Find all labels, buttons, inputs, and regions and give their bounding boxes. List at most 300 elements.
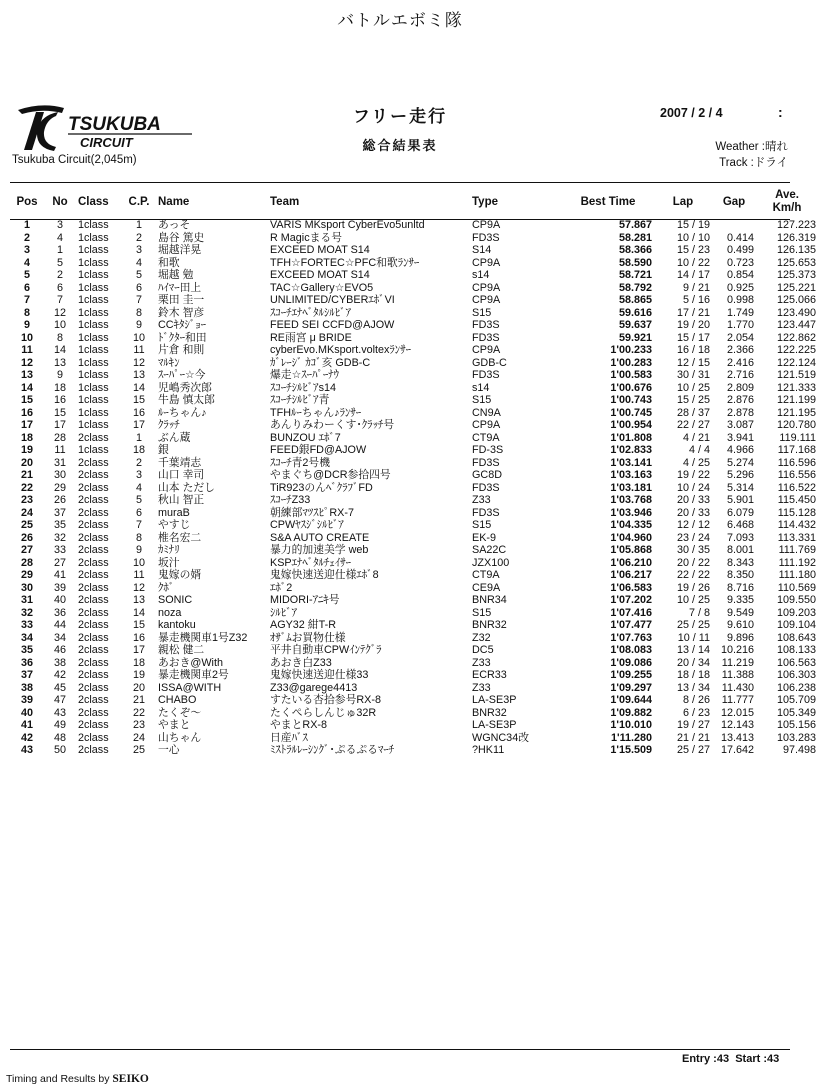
pos-cell: 32 [20,606,33,619]
footer-rule [10,1049,790,1050]
class-position-cell: 11 [133,569,145,581]
table-row [10,457,818,470]
class-cell: 1class [78,281,109,294]
team-cell: たくぺらしんじゅ32R [270,706,377,719]
class-position-cell: 15 [132,394,145,406]
car-number-cell: 37 [53,506,66,519]
table-row [10,444,818,457]
ave-speed-cell: 123.447 [776,319,816,331]
team-cell: FEED SEI CCFD@AJOW [270,319,395,331]
car-type-cell: CP9A [472,419,501,431]
car-type-cell: S15 [472,606,492,619]
car-type-cell: BNR32 [472,619,507,631]
team-cell: TFHﾙｰちゃん♪ﾗﾝｻｰ [270,406,362,419]
car-number-cell: 13 [53,356,66,369]
class-position-cell: 9 [135,544,142,556]
car-type-cell: Z33 [472,494,491,506]
class-cell: 2class [78,581,109,594]
lap-cell: 8 / 26 [682,694,710,706]
car-type-cell: FD3S [472,456,500,469]
best-time-cell: 1'00.676 [610,381,652,394]
lap-cell: 22 / 27 [676,419,710,431]
best-time-cell: 58.721 [618,269,652,281]
class-cell: 2class [78,619,109,631]
header-lap: Lap [672,195,694,208]
driver-name-cell: ぶん蔵 [158,431,191,444]
class-position-cell: 24 [132,731,145,744]
gap-cell: 7.093 [726,531,754,544]
pos-cell: 38 [20,681,33,694]
best-time-cell: 58.590 [618,256,652,269]
team-cell: MIDORI-ｱﾆｷ号 [270,594,340,606]
header-type: Type [472,195,498,208]
class-position-cell: 1 [135,219,142,231]
team-cell: UNLIMITED/CYBERｴﾎﾞVI [270,294,395,306]
gap-cell: 8.001 [726,544,754,556]
pos-cell: 5 [23,269,30,281]
best-time-cell: 1'06.217 [610,569,652,581]
best-time-cell: 1'03.141 [610,456,652,469]
pos-cell: 6 [23,281,30,294]
pos-cell: 24 [20,506,33,519]
car-type-cell: LA-SE3P [472,719,517,731]
driver-name-cell: CCｷﾀｼﾞｮｰ [158,319,206,331]
driver-name-cell: 坂汁 [158,556,180,569]
pos-cell: 20 [20,456,33,469]
header-class: Class [78,195,109,208]
table-row [10,307,818,320]
lap-cell: 10 / 25 [676,594,710,606]
gap-cell [712,219,756,232]
driver-name-cell: 山本 ただし [158,481,215,494]
ave-speed-cell: 106.303 [776,669,816,681]
best-time-cell: 58.366 [618,244,652,256]
ave-speed-cell: 121.195 [776,406,816,419]
car-type-cell: Z33 [472,656,491,669]
table-row [10,219,818,232]
team-cell: ｽｺｰﾁｼﾙﾋﾞｱs14 [270,381,336,394]
team-cell: TAC☆Gallery☆EVO5 [270,281,374,294]
results-table [10,185,818,757]
table-row [10,332,818,345]
ave-speed-cell: 125.066 [776,294,816,306]
best-time-cell: 57.867 [618,219,652,231]
car-number-cell: 16 [53,394,66,406]
ave-speed-cell: 106.238 [776,681,816,694]
class-cell: 2class [78,531,109,544]
class-cell: 2class [78,431,109,444]
class-position-cell: 5 [135,494,142,506]
class-position-cell: 23 [132,719,145,731]
document-title: バトルエボミ隊 [337,11,463,30]
timing-credit-text: Timing and Results by [6,1073,113,1085]
pos-cell: 34 [20,631,33,644]
best-time-cell: 1'00.743 [610,394,652,406]
table-row [10,732,818,745]
car-number-cell: 8 [56,331,63,344]
car-number-cell: 44 [53,619,66,631]
class-position-cell: 25 [132,744,145,756]
team-cell: KSPｴﾅﾍﾞﾀﾙﾁｪｲｻｰ [270,556,351,569]
driver-name-cell: 島谷 篤史 [158,231,205,244]
lap-cell: 20 / 33 [676,506,710,519]
car-number-cell: 5 [56,256,63,269]
results-header-row [10,185,818,219]
gap-cell: 4.966 [726,444,754,456]
gap-cell: 2.876 [726,394,754,406]
class-position-cell: 16 [132,631,145,644]
team-cell: TFH☆FORTEC☆PFC和歌ﾗﾝｻｰ [270,256,420,269]
gap-cell: 9.896 [726,631,754,644]
driver-name-cell: 銀 [158,444,169,456]
class-position-cell: 17 [132,644,145,656]
driver-name-cell: あっそ [158,219,191,231]
class-cell: 2class [78,681,109,694]
class-position-cell: 3 [135,244,142,256]
lap-cell: 10 / 10 [676,231,710,244]
table-row [10,257,818,270]
driver-name-cell: 鈴木 智彦 [158,306,205,319]
best-time-cell: 59.921 [618,331,652,344]
gap-cell: 0.998 [726,294,754,306]
ave-speed-cell: 126.135 [776,244,816,256]
team-cell: R Magicまる号 [270,231,342,244]
table-row [10,669,818,682]
class-cell: 2class [78,656,109,669]
gap-cell: 1.770 [726,319,754,331]
gap-cell: 2.416 [726,356,754,369]
lap-cell: 17 / 21 [676,306,710,319]
best-time-cell: 59.616 [618,306,652,319]
car-type-cell: CT9A [472,431,500,444]
lap-cell: 20 / 22 [676,556,710,569]
driver-name-cell: 暴走機関車1号Z32 [158,631,248,644]
class-cell: 2class [78,719,109,731]
pos-cell: 28 [20,556,33,569]
pos-cell: 12 [20,356,33,369]
ave-speed-cell: 122.124 [776,356,816,369]
car-type-cell: FD3S [472,331,500,344]
best-time-cell: 1'09.255 [610,669,652,681]
driver-name-cell: ｶﾐﾅﾘ [158,544,180,556]
car-type-cell: FD-3S [472,444,504,456]
car-type-cell: FD3S [472,369,500,381]
class-position-cell: 8 [135,531,142,544]
class-cell: 1class [78,356,109,369]
ave-speed-cell: 108.133 [776,644,816,656]
car-type-cell: CT9A [472,569,500,581]
car-number-cell: 10 [53,319,66,331]
team-cell: ｽｺｰﾁZ33 [270,494,311,506]
class-cell: 2class [78,644,109,656]
pos-cell: 8 [23,306,30,319]
ave-speed-cell: 105.156 [776,719,816,731]
pos-cell: 43 [20,744,33,756]
lap-cell: 4 / 25 [682,456,710,469]
team-cell: EXCEED MOAT S14 [270,269,370,281]
lap-cell: 19 / 20 [676,319,710,331]
lap-cell: 15 / 25 [676,394,710,406]
car-type-cell: CP9A [472,219,501,231]
car-type-cell: SA22C [472,544,507,556]
pos-cell: 11 [21,344,33,356]
best-time-cell: 1'06.583 [610,581,652,594]
car-number-cell: 11 [54,444,66,456]
car-type-cell: GDB-C [472,356,507,369]
pos-cell: 29 [20,569,33,581]
team-cell: AGY32 紺T-R [270,619,336,631]
pos-cell: 3 [23,244,30,256]
car-number-cell: 17 [53,419,66,431]
best-time-cell: 1'00.954 [610,419,652,431]
class-cell: 1class [78,344,109,356]
pos-cell: 2 [23,231,30,244]
header-team: Team [270,195,300,208]
class-cell: 1class [78,444,109,456]
class-cell: 1class [78,319,109,331]
ave-speed-cell: 108.643 [776,631,816,644]
class-position-cell: 15 [132,619,145,631]
car-number-cell: 33 [53,544,66,556]
pos-cell: 23 [20,494,33,506]
ave-speed-cell: 122.862 [776,331,816,344]
ave-speed-cell: 125.221 [776,281,816,294]
car-number-cell: 43 [53,706,66,719]
team-cell: あんりみわーくす･ｸﾗｯﾁ号 [270,419,395,431]
car-type-cell: s14 [472,269,490,281]
gap-cell: 11.388 [721,669,754,681]
class-cell: 2class [78,494,109,506]
car-type-cell: S15 [472,394,492,406]
pos-cell: 37 [20,669,33,681]
ave-speed-cell: 120.780 [776,419,816,431]
class-position-cell: 12 [132,581,145,594]
best-time-cell: 58.281 [618,231,652,244]
car-type-cell: BNR34 [472,594,507,606]
lap-cell: 9 / 21 [682,281,710,294]
results-subtitle: 総合結果表 [362,138,438,153]
lap-cell: 20 / 33 [676,494,710,506]
class-cell: 2class [78,706,109,719]
car-type-cell: WGNC34改 [472,731,529,744]
header-gap: Gap [722,195,746,208]
class-cell: 2class [78,506,109,519]
class-cell: 2class [78,556,109,569]
driver-name-cell: ﾊｲﾏｰ田上 [158,281,202,294]
class-cell: 1class [78,369,109,381]
logo-wordmark: TSUKUBA [68,114,161,135]
circuit-name: Tsukuba Circuit(2,045m) [12,154,137,166]
class-position-cell: 14 [132,381,145,394]
table-row [10,719,818,732]
class-position-cell: 7 [135,519,142,531]
driver-name-cell: 牛島 慎太郎 [158,394,215,406]
pos-cell: 27 [20,544,33,556]
ave-speed-cell: 109.203 [776,606,816,619]
best-time-cell: 1'03.181 [610,481,652,494]
table-row [10,282,818,295]
table-row [10,594,818,607]
pos-cell: 17 [20,419,33,431]
table-row [10,657,818,670]
car-number-cell: 46 [53,644,66,656]
gap-cell: 6.468 [726,519,754,531]
driver-name-cell: ISSA@WITH [158,681,222,694]
class-cell: 1class [78,294,109,306]
car-type-cell: S14 [472,244,492,256]
class-position-cell: 9 [135,319,142,331]
class-position-cell: 6 [135,506,142,519]
class-position-cell: 21 [132,694,145,706]
car-number-cell: 15 [53,406,66,419]
timing-credit [6,1073,149,1085]
class-cell: 1class [78,231,109,244]
class-cell: 1class [78,306,109,319]
class-position-cell: 7 [135,294,142,306]
car-type-cell: CP9A [472,294,501,306]
gap-cell: 0.723 [726,256,754,269]
lap-cell: 14 / 17 [676,269,710,281]
car-type-cell: FD3S [472,231,500,244]
ave-speed-cell: 111.769 [778,544,816,556]
table-row [10,557,818,570]
team-cell: すたいる杏拾参号RX-8 [270,694,381,706]
gap-cell: 17.642 [720,744,754,756]
pos-cell: 10 [20,331,33,344]
team-cell: 爆走☆ｽｰﾊﾟｰﾅｳ [270,369,340,381]
lap-cell: 12 / 15 [676,356,710,369]
class-position-cell: 11 [133,344,145,356]
driver-name-cell: 山口 幸司 [158,469,205,481]
car-number-cell: 28 [53,431,66,444]
car-type-cell: ECR33 [472,669,507,681]
table-row [10,394,818,407]
team-cell: TiR923のんﾍﾞｸﾗﾌﾞFD [270,481,373,494]
class-position-cell: 19 [132,669,145,681]
class-position-cell: 2 [135,456,142,469]
header-ave-unit: Km/h [772,202,802,214]
gap-cell: 9.610 [726,619,754,631]
driver-name-cell: 一心 [158,744,180,756]
pos-cell: 33 [20,619,33,631]
table-row [10,632,818,645]
lap-cell: 7 / 8 [688,606,710,619]
car-number-cell: 6 [56,281,63,294]
car-type-cell: FD3S [472,481,500,494]
team-cell: BUNZOU ｴﾎﾞ7 [270,431,341,444]
results-body [10,219,818,757]
gap-cell: 8.716 [726,581,754,594]
class-cell: 2class [78,569,109,581]
table-row [10,432,818,445]
team-cell: FEED銀FD@AJOW [270,444,367,456]
car-number-cell: 48 [53,731,66,744]
pos-cell: 25 [20,519,33,531]
car-type-cell: JZX100 [472,556,510,569]
class-cell: 2class [78,669,109,681]
table-row [10,532,818,545]
best-time-cell: 1'02.833 [610,444,652,456]
table-row [10,494,818,507]
car-type-cell: S15 [472,519,492,531]
pos-cell: 39 [20,694,33,706]
class-cell: 2class [78,606,109,619]
gap-cell: 2.878 [726,406,754,419]
ave-speed-cell: 103.283 [776,731,816,744]
header-cp: C.P. [128,195,150,208]
team-cell: やまとRX-8 [270,719,327,731]
table-row [10,357,818,370]
driver-name-cell: ｽｰﾊﾟｰ☆今 [158,369,206,381]
header-no: No [52,195,68,208]
class-cell: 2class [78,744,109,756]
car-number-cell: 26 [53,494,66,506]
table-row [10,269,818,282]
best-time-cell: 58.865 [618,294,652,306]
lap-cell: 22 / 22 [676,569,710,581]
team-cell: ｼﾙﾋﾞｱ [270,606,297,619]
class-position-cell: 5 [135,269,142,281]
pos-cell: 14 [20,381,33,394]
car-number-cell: 49 [53,719,66,731]
gap-cell: 11.219 [721,656,754,669]
driver-name-cell: noza [158,606,182,619]
entry-start-counts [682,1053,779,1065]
ave-speed-cell: 121.199 [776,394,816,406]
car-number-cell: 14 [53,344,66,356]
gap-cell: 5.314 [726,481,754,494]
class-position-cell: 22 [132,706,145,719]
class-cell: 2class [78,456,109,469]
driver-name-cell: 暴走機関車2号 [158,669,229,681]
car-type-cell: Z32 [472,631,491,644]
pos-cell: 22 [20,481,33,494]
car-type-cell: CP9A [472,256,501,269]
best-time-cell: 1'11.280 [611,731,652,744]
gap-cell: 0.854 [726,269,754,281]
driver-name-cell: 堀越 勉 [158,269,194,281]
track-condition: Track :ドライ [719,157,788,169]
ave-speed-cell: 110.569 [777,581,816,594]
table-row [10,369,818,382]
car-type-cell: BNR32 [472,706,507,719]
team-cell: ｶﾞﾚｰｼﾞ ｶｺﾞ亥 GDB-C [270,356,371,369]
class-position-cell: 4 [135,481,142,494]
driver-name-cell: やすじ [158,519,191,531]
seiko-brand: SEIKO [112,1073,149,1085]
best-time-cell: 1'04.960 [610,531,652,544]
table-row [10,519,818,532]
table-row [10,694,818,707]
team-cell: ｴﾎﾞ2 [270,581,293,594]
driver-name-cell: やまと [158,719,191,731]
class-position-cell: 13 [132,369,145,381]
pos-cell: 7 [23,294,30,306]
start-count: Start :43 [735,1053,780,1065]
car-type-cell: CN9A [472,406,501,419]
pos-cell: 21 [20,469,33,481]
team-cell: 日産ﾊﾞｽ [270,731,308,744]
ave-speed-cell: 116.522 [777,481,816,494]
car-number-cell: 36 [53,606,66,619]
best-time-cell: 1'00.745 [610,406,652,419]
best-time-cell: 1'06.210 [610,556,652,569]
class-cell: 1class [78,256,109,269]
header-name: Name [158,195,190,208]
class-position-cell: 13 [132,594,145,606]
car-type-cell: GC8D [472,469,502,481]
car-number-cell: 35 [53,519,66,531]
